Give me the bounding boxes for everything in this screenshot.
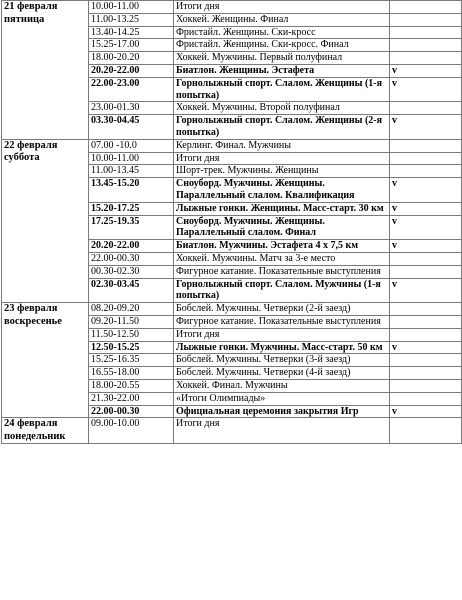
event-time: 18.00-20.20 [89,52,174,65]
event-title: Хоккей. Мужчины. Первый полуфинал [174,52,390,65]
event-title: Керлинг. Финал. Мужчины [174,139,390,152]
schedule-row [2,1,462,14]
broadcast-mark: v [390,240,462,253]
event-time: 15.25-16.35 [89,354,174,367]
broadcast-mark [390,367,462,380]
broadcast-mark [390,139,462,152]
broadcast-mark: v [390,115,462,140]
broadcast-mark [390,165,462,178]
event-title: Горнолыжный спорт. Слалом. Женщины (1-я попытка) [174,77,390,102]
broadcast-mark: v [390,77,462,102]
broadcast-mark [390,152,462,165]
event-title: Хоккей. Женщины. Финал [174,13,390,26]
event-time: 20.20-22.00 [89,240,174,253]
broadcast-mark [390,52,462,65]
event-time: 07.00 -10.0 [89,139,174,152]
event-time: 20.20-22.00 [89,64,174,77]
event-title: Лыжные гонки. Мужчины. Масс-старт. 50 км [174,341,390,354]
schedule-row [2,418,462,444]
event-time: 13.45-15.20 [89,178,174,203]
event-title: Биатлон. Мужчины. Эстафета 4 х 7,5 км [174,240,390,253]
day-cell [2,418,89,444]
schedule-body [2,1,462,444]
event-time: 00.30-02.30 [89,265,174,278]
broadcast-mark [390,252,462,265]
broadcast-mark [390,39,462,52]
event-time: 10.00-11.00 [89,1,174,14]
event-time: 03.30-04.45 [89,115,174,140]
event-title: Горнолыжный спорт. Слалом. Женщины (2-я попытка) [174,115,390,140]
event-time: 08.20-09.20 [89,303,174,316]
schedule-table [1,0,462,444]
event-time: 21.30-22.00 [89,392,174,405]
event-title: Биатлон. Женщины. Эстафета [174,64,390,77]
broadcast-mark: v [390,341,462,354]
event-title: Горнолыжный спорт. Слалом. Мужчины (1-я попытка) [174,278,390,303]
event-time: 22.00-23.00 [89,77,174,102]
event-title: Фигурное катание. Показательные выступления [174,315,390,328]
event-title: Бобслей. Мужчины. Четверки (4-й заезд) [174,367,390,380]
event-title: Сноуборд. Мужчины. Женщины. Параллельный слалом. Финал [174,215,390,240]
event-time: 11.00-13.25 [89,13,174,26]
broadcast-mark [390,379,462,392]
event-time: 22.00-00.30 [89,252,174,265]
event-time: 09.20-11.50 [89,315,174,328]
event-title: Хоккей. Мужчины. Второй полуфинал [174,102,390,115]
event-time: 09.00-10.00 [89,418,174,444]
event-time: 11.00-13.45 [89,165,174,178]
event-time: 12.50-15.25 [89,341,174,354]
event-time: 17.25-19.35 [89,215,174,240]
event-time: 15.20-17.25 [89,202,174,215]
event-title: Фигурное катание. Показательные выступления [174,265,390,278]
day-cell [2,1,89,140]
event-title: Шорт-трек. Мужчины. Женщины [174,165,390,178]
broadcast-mark [390,418,462,444]
event-title: Итоги дня [174,328,390,341]
event-title: Сноуборд. Мужчины. Женщины. Параллельный слалом. Квалификация [174,178,390,203]
event-time: 16.55-18.00 [89,367,174,380]
broadcast-mark [390,315,462,328]
event-title: Бобслей. Мужчины. Четверки (3-й заезд) [174,354,390,367]
event-title: Итоги дня [174,152,390,165]
event-title: Итоги дня [174,418,390,444]
event-title: Хоккей. Финал. Мужчины [174,379,390,392]
event-title: Фристайл. Женщины. Ски-кросс. Финал [174,39,390,52]
broadcast-mark [390,1,462,14]
broadcast-mark: v [390,64,462,77]
broadcast-mark [390,26,462,39]
day-date: 23 февраля [4,303,58,315]
event-time: 13.40-14.25 [89,26,174,39]
event-title: «Итоги Олимпиады» [174,392,390,405]
day-date: 24 февраля [4,418,58,430]
event-time: 23.00-01.30 [89,102,174,115]
event-title: Официальная церемония закрытия Игр [174,405,390,418]
event-time: 22.00-00.30 [89,405,174,418]
schedule-row [2,139,462,152]
broadcast-mark [390,102,462,115]
schedule-row [2,303,462,316]
broadcast-mark: v [390,215,462,240]
day-date: 22 февраля [4,139,58,151]
broadcast-mark [390,13,462,26]
event-title: Фристайл. Женщины. Ски-кросс [174,26,390,39]
event-time: 10.00-11.00 [89,152,174,165]
broadcast-mark [390,354,462,367]
event-title: Лыжные гонки. Женщины. Масс-старт. 30 км [174,202,390,215]
event-title: Итоги дня [174,1,390,14]
broadcast-mark: v [390,405,462,418]
event-time: 11.50-12.50 [89,328,174,341]
day-weekday: суббота [4,152,40,164]
day-weekday: понедельник [4,430,66,442]
event-title: Бобслей. Мужчины. Четверки (2-й заезд) [174,303,390,316]
broadcast-mark [390,392,462,405]
broadcast-mark: v [390,202,462,215]
day-cell [2,139,89,302]
day-cell [2,303,89,418]
event-time: 18.00-20.55 [89,379,174,392]
day-weekday: воскресенье [4,315,62,327]
day-date: 21 февраля [4,1,58,12]
broadcast-mark: v [390,278,462,303]
broadcast-mark [390,265,462,278]
day-weekday: пятница [4,13,45,25]
broadcast-mark [390,303,462,316]
event-time: 15.25-17.00 [89,39,174,52]
event-title: Хоккей. Мужчины. Матч за 3-е место [174,252,390,265]
broadcast-mark: v [390,178,462,203]
broadcast-mark [390,328,462,341]
event-time: 02.30-03.45 [89,278,174,303]
